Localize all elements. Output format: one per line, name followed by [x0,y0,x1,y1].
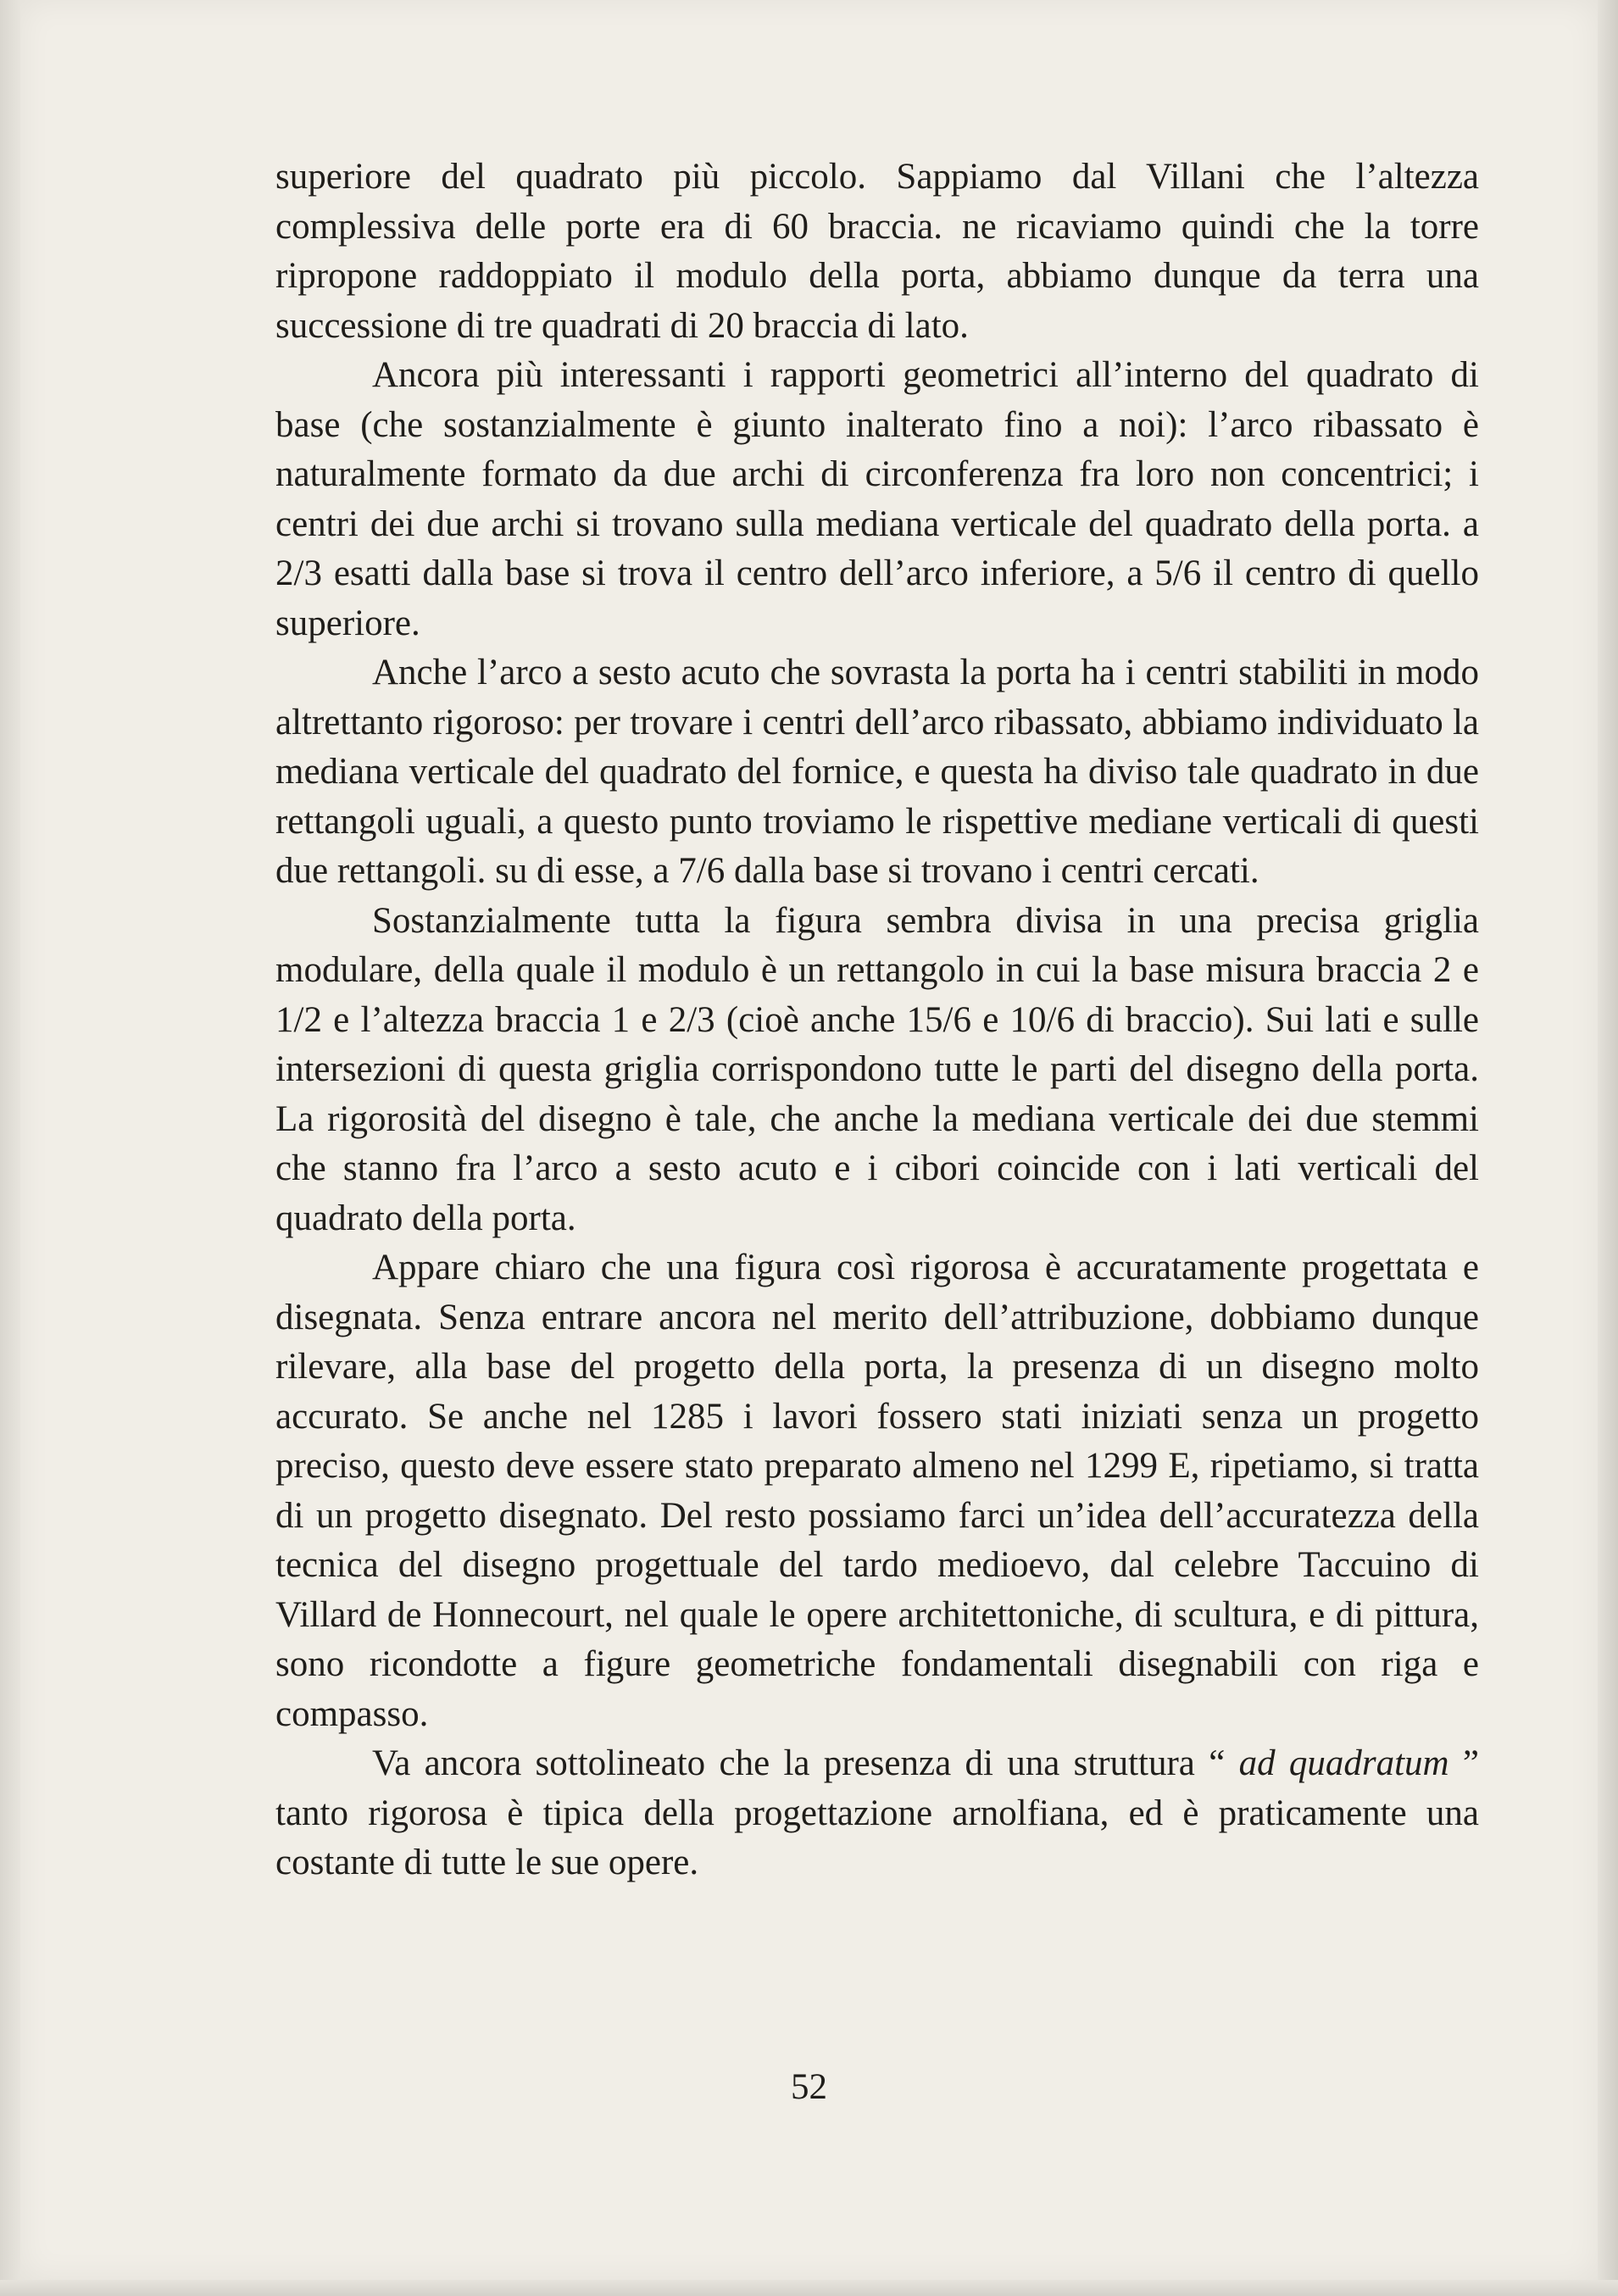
paragraph-6-text-start: Va ancora sottolineato che la presenza di una struttura “ [372,1743,1239,1783]
page-edge-bottom [0,2280,1618,2296]
page-edge-right [1598,0,1618,2296]
body-text [275,153,1479,1888]
page-edge-left [0,0,20,2296]
paragraph-6 [275,1739,1479,1888]
paragraph-1: superiore del quadrato più piccolo. Sappiamo dal Villani che l’altezza complessiva delle porte era di 60 braccia. ne ricaviamo quindi che la torre ripropone raddoppiato il modulo della porta, abbiamo dunque da terra una successione di tre quadrati di 20 braccia di lato. [275,157,1479,346]
paragraph-4: Sostanzialmente tutta la figura sembra divisa in una precisa griglia modulare, della quale il modulo è un rettangolo in cui la base misura braccia 2 e 1/2 e l’altezza braccia 1 e 2/3 (cioè anche 15/6 e 10/6 di braccio). Sui lati e sulle intersezioni di questa griglia corrispondono tutte le parti del disegno della porta. La rigorosità del disegno è tale, che anche la mediana verticale dei due stemmi che stanno fra l’arco a sesto acuto e i cibori coincide con i lati verticali del quadrato della porta. [275,900,1479,1238]
page-number: 52 [791,2067,827,2107]
paragraph-3: Anche l’arco a sesto acuto che sovrasta la porta ha i centri stabiliti in modo altrettanto rigoroso: per trovare i centri dell’arco ribassato, abbiamo individuato la mediana verticale del quadrato del fornice, e questa ha diviso tale quadrato in due rettangoli uguali, a questo punto troviamo le rispettive mediane verticali di questi due rettangoli. su di esse, a 7/6 dalla base si trovano i centri cercati. [275,653,1479,891]
ad-quadratum-italic: ad quadratum [1238,1743,1449,1783]
paragraph-6-text-end: ” tanto rigorosa è tipica della progettazione arnolfiana, ed è praticamente una costante di tutte le sue opere. [275,1743,1479,1882]
paragraph-2: Ancora più interessanti i rapporti geometrici all’interno del quadrato di base (che sostanzialmente è giunto inalterato fino a noi): l’arco ribassato è naturalmente formato da due archi di circonferenza fra loro non concentrici; i centri dei due archi si trovano sulla mediana verticale del quadrato della porta. a 2/3 esatti dalla base si trova il centro dell’arco inferiore, a 5/6 il centro di quello superiore. [275,355,1479,643]
paragraph-5: Appare chiaro che una figura così rigorosa è accuratamente progettata e disegnata. Senza entrare ancora nel merito dell’attribuzione, dobbiamo dunque rilevare, alla base del progetto della porta, la presenza di un disegno molto accurato. Se anche nel 1285 i lavori fossero stati iniziati senza un progetto preciso, questo deve essere stato preparato almeno nel 1299 E, ripetiamo, si tratta di un progetto disegnato. Del resto possiamo farci un’idea dell’accuratezza della tecnica del disegno progettuale del tardo medioevo, dal celebre Taccuino di Villard de Honnecourt, nel quale le opere architettoniche, di scultura, e di pittura, sono ricondotte a figure geometriche fondamentali disegnabili con riga e compasso. [275,1248,1479,1734]
